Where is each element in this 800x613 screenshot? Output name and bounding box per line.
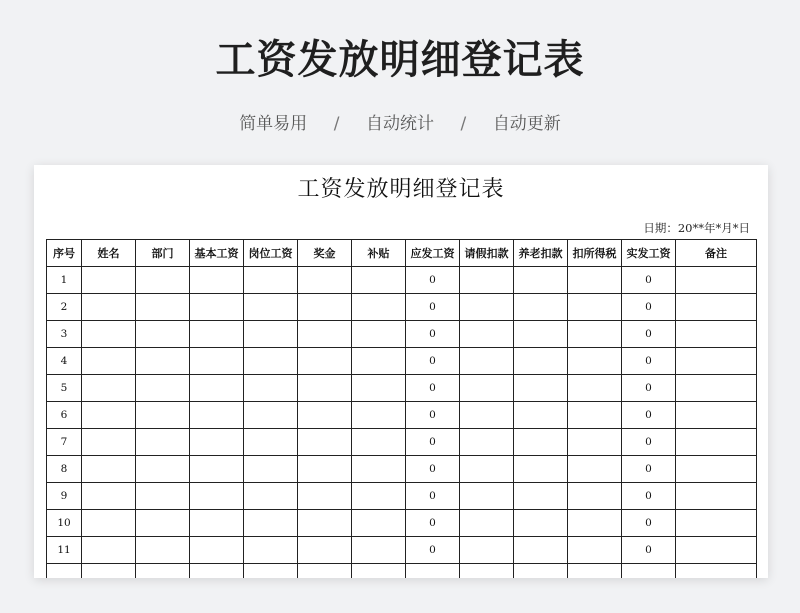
table-cell[interactable] xyxy=(460,375,514,402)
table-cell[interactable]: 5 xyxy=(47,375,82,402)
table-cell[interactable] xyxy=(298,294,352,321)
table-cell[interactable] xyxy=(136,267,190,294)
table-cell[interactable] xyxy=(676,267,757,294)
table-cell[interactable] xyxy=(568,456,622,483)
table-cell[interactable] xyxy=(676,402,757,429)
table-cell[interactable] xyxy=(244,375,298,402)
table-cell[interactable]: 10 xyxy=(47,510,82,537)
table-cell[interactable] xyxy=(460,429,514,456)
table-cell[interactable]: 0 xyxy=(406,267,460,294)
table-cell[interactable] xyxy=(82,267,136,294)
table-cell[interactable] xyxy=(460,537,514,564)
date-label: 日期：20**年*月*日 xyxy=(643,221,750,235)
table-cell[interactable] xyxy=(82,483,136,510)
table-cell[interactable] xyxy=(460,483,514,510)
table-cell[interactable] xyxy=(352,402,406,429)
table-row xyxy=(47,402,757,429)
table-cell[interactable] xyxy=(82,375,136,402)
table-cell[interactable] xyxy=(514,375,568,402)
table-cell[interactable]: 4 xyxy=(47,348,82,375)
table-cell[interactable] xyxy=(244,402,298,429)
table-cell[interactable] xyxy=(514,267,568,294)
table-cell[interactable] xyxy=(298,456,352,483)
table-cell[interactable] xyxy=(136,348,190,375)
table-cell[interactable] xyxy=(244,348,298,375)
payroll-table xyxy=(46,239,757,578)
table-cell[interactable] xyxy=(676,321,757,348)
table-cell[interactable] xyxy=(676,537,757,564)
table-cell[interactable] xyxy=(298,375,352,402)
table-cell[interactable] xyxy=(136,321,190,348)
tagline xyxy=(0,112,800,136)
table-cell[interactable] xyxy=(244,429,298,456)
table-cell[interactable] xyxy=(136,402,190,429)
table-cell[interactable] xyxy=(190,429,244,456)
table-cell[interactable] xyxy=(676,456,757,483)
table-cell[interactable] xyxy=(136,564,190,579)
table-row xyxy=(47,375,757,402)
tagline-separator: / xyxy=(333,114,340,134)
table-cell[interactable] xyxy=(352,294,406,321)
table-cell[interactable] xyxy=(47,564,82,579)
table-cell[interactable] xyxy=(676,294,757,321)
page-title: 工资发放明细登记表 xyxy=(215,37,585,83)
table-cell[interactable] xyxy=(568,267,622,294)
table-cell[interactable] xyxy=(676,348,757,375)
table-cell[interactable]: 0 xyxy=(406,429,460,456)
table-cell[interactable] xyxy=(190,375,244,402)
table-cell[interactable] xyxy=(352,564,406,579)
table-cell[interactable] xyxy=(244,321,298,348)
table-cell[interactable] xyxy=(298,429,352,456)
column-header: 请假扣款 xyxy=(460,240,514,267)
column-header: 备注 xyxy=(676,240,757,267)
table-cell[interactable]: 0 xyxy=(622,375,676,402)
table-row xyxy=(47,510,757,537)
tagline-item: 自动统计 xyxy=(366,114,434,134)
table-cell[interactable]: 0 xyxy=(406,483,460,510)
column-header: 奖金 xyxy=(298,240,352,267)
table-cell[interactable] xyxy=(568,321,622,348)
table-cell[interactable] xyxy=(460,267,514,294)
table-cell[interactable] xyxy=(352,456,406,483)
table-cell[interactable] xyxy=(298,402,352,429)
table-cell[interactable] xyxy=(514,402,568,429)
table-cell[interactable]: 11 xyxy=(47,537,82,564)
table-cell[interactable] xyxy=(406,564,460,579)
table-row xyxy=(47,537,757,564)
column-header: 岗位工资 xyxy=(244,240,298,267)
table-cell[interactable] xyxy=(244,483,298,510)
table-cell[interactable] xyxy=(568,375,622,402)
table-cell[interactable] xyxy=(298,321,352,348)
table-cell[interactable] xyxy=(514,321,568,348)
table-cell[interactable]: 0 xyxy=(622,402,676,429)
table-cell[interactable] xyxy=(676,429,757,456)
table-cell[interactable] xyxy=(136,483,190,510)
table-cell[interactable] xyxy=(568,402,622,429)
table-cell[interactable] xyxy=(352,510,406,537)
table-cell[interactable] xyxy=(514,294,568,321)
tagline-item: 自动更新 xyxy=(492,114,561,134)
table-cell[interactable] xyxy=(622,564,676,579)
table-cell[interactable] xyxy=(136,537,190,564)
table-cell[interactable] xyxy=(82,402,136,429)
table-cell[interactable] xyxy=(244,510,298,537)
table-row xyxy=(47,294,757,321)
table-cell[interactable] xyxy=(514,348,568,375)
table-cell[interactable]: 0 xyxy=(622,267,676,294)
table-cell[interactable] xyxy=(82,564,136,579)
table-cell[interactable] xyxy=(460,456,514,483)
table-row xyxy=(47,267,757,294)
table-row xyxy=(47,483,757,510)
table-cell[interactable] xyxy=(514,456,568,483)
table-cell[interactable] xyxy=(190,348,244,375)
table-cell[interactable]: 0 xyxy=(622,321,676,348)
column-header: 养老扣款 xyxy=(514,240,568,267)
table-cell[interactable]: 2 xyxy=(47,294,82,321)
table-cell[interactable]: 0 xyxy=(406,294,460,321)
table-cell[interactable]: 9 xyxy=(47,483,82,510)
table-cell[interactable] xyxy=(352,267,406,294)
table-cell[interactable]: 1 xyxy=(47,267,82,294)
table-cell[interactable]: 0 xyxy=(406,456,460,483)
column-header: 姓名 xyxy=(82,240,136,267)
table-cell[interactable] xyxy=(244,564,298,579)
table-cell[interactable] xyxy=(514,510,568,537)
table-cell[interactable] xyxy=(136,429,190,456)
table-cell[interactable] xyxy=(568,537,622,564)
table-cell[interactable] xyxy=(298,537,352,564)
table-cell[interactable] xyxy=(82,456,136,483)
table-cell[interactable]: 3 xyxy=(47,321,82,348)
table-cell[interactable] xyxy=(136,510,190,537)
table-cell[interactable] xyxy=(568,510,622,537)
table-cell[interactable]: 0 xyxy=(406,348,460,375)
table-cell[interactable] xyxy=(298,510,352,537)
table-cell[interactable] xyxy=(190,294,244,321)
table-cell[interactable]: 0 xyxy=(622,483,676,510)
table-row xyxy=(47,564,757,579)
table-cell[interactable] xyxy=(136,456,190,483)
table-cell[interactable] xyxy=(676,564,757,579)
table-cell[interactable] xyxy=(82,510,136,537)
table-cell[interactable] xyxy=(82,537,136,564)
table-cell[interactable] xyxy=(190,267,244,294)
table-cell[interactable] xyxy=(568,483,622,510)
table-cell[interactable] xyxy=(676,510,757,537)
table-cell[interactable]: 0 xyxy=(406,321,460,348)
table-cell[interactable]: 7 xyxy=(47,429,82,456)
table-cell[interactable] xyxy=(676,483,757,510)
spreadsheet-preview xyxy=(34,165,768,578)
tagline-separator: / xyxy=(460,114,467,134)
table-cell[interactable] xyxy=(514,537,568,564)
table-cell[interactable] xyxy=(82,294,136,321)
column-header: 扣所得税 xyxy=(568,240,622,267)
table-cell[interactable] xyxy=(514,429,568,456)
table-cell[interactable] xyxy=(298,564,352,579)
table-cell[interactable]: 0 xyxy=(406,375,460,402)
table-cell[interactable] xyxy=(82,429,136,456)
table-cell[interactable] xyxy=(568,564,622,579)
table-cell[interactable] xyxy=(568,429,622,456)
table-cell[interactable]: 0 xyxy=(622,348,676,375)
table-cell[interactable] xyxy=(190,456,244,483)
table-cell[interactable]: 0 xyxy=(622,294,676,321)
table-cell[interactable] xyxy=(244,294,298,321)
table-cell[interactable] xyxy=(352,537,406,564)
table-cell[interactable] xyxy=(298,348,352,375)
table-cell[interactable] xyxy=(460,564,514,579)
table-cell[interactable] xyxy=(298,483,352,510)
table-cell[interactable] xyxy=(514,483,568,510)
table-cell[interactable]: 0 xyxy=(622,456,676,483)
column-header: 应发工资 xyxy=(406,240,460,267)
table-cell[interactable] xyxy=(352,429,406,456)
column-header: 基本工资 xyxy=(190,240,244,267)
table-cell[interactable] xyxy=(352,483,406,510)
table-cell[interactable] xyxy=(460,402,514,429)
table-row xyxy=(47,456,757,483)
sheet-title: 工资发放明细登记表 xyxy=(297,177,505,202)
table-cell[interactable] xyxy=(352,375,406,402)
table-cell[interactable]: 0 xyxy=(622,537,676,564)
table-cell[interactable] xyxy=(82,348,136,375)
table-cell[interactable] xyxy=(190,483,244,510)
table-cell[interactable] xyxy=(190,537,244,564)
table-cell[interactable] xyxy=(82,321,136,348)
table-cell[interactable]: 0 xyxy=(406,402,460,429)
table-cell[interactable] xyxy=(136,294,190,321)
column-header: 序号 xyxy=(47,240,82,267)
table-cell[interactable] xyxy=(460,348,514,375)
table-cell[interactable] xyxy=(190,402,244,429)
table-row xyxy=(47,429,757,456)
table-row xyxy=(47,321,757,348)
table-cell[interactable]: 6 xyxy=(47,402,82,429)
table-cell[interactable]: 0 xyxy=(622,429,676,456)
table-cell[interactable] xyxy=(244,267,298,294)
table-cell[interactable] xyxy=(514,564,568,579)
table-cell[interactable]: 8 xyxy=(47,456,82,483)
column-header: 部门 xyxy=(136,240,190,267)
table-cell[interactable] xyxy=(136,375,190,402)
table-cell[interactable] xyxy=(190,564,244,579)
table-cell[interactable] xyxy=(190,321,244,348)
table-cell[interactable] xyxy=(568,348,622,375)
table-cell[interactable] xyxy=(460,294,514,321)
table-cell[interactable] xyxy=(352,321,406,348)
table-cell[interactable]: 0 xyxy=(406,510,460,537)
table-cell[interactable]: 0 xyxy=(622,510,676,537)
table-cell[interactable] xyxy=(244,537,298,564)
table-cell[interactable] xyxy=(568,294,622,321)
table-cell[interactable] xyxy=(352,348,406,375)
column-header: 实发工资 xyxy=(622,240,676,267)
table-row xyxy=(47,348,757,375)
table-cell[interactable] xyxy=(460,510,514,537)
table-cell[interactable]: 0 xyxy=(406,537,460,564)
column-header: 补贴 xyxy=(352,240,406,267)
table-header-row xyxy=(47,240,757,267)
table-cell[interactable] xyxy=(298,267,352,294)
tagline-item: 简单易用 xyxy=(239,114,308,134)
table-cell[interactable] xyxy=(460,321,514,348)
table-cell[interactable] xyxy=(190,510,244,537)
table-cell[interactable] xyxy=(676,375,757,402)
table-cell[interactable] xyxy=(244,456,298,483)
